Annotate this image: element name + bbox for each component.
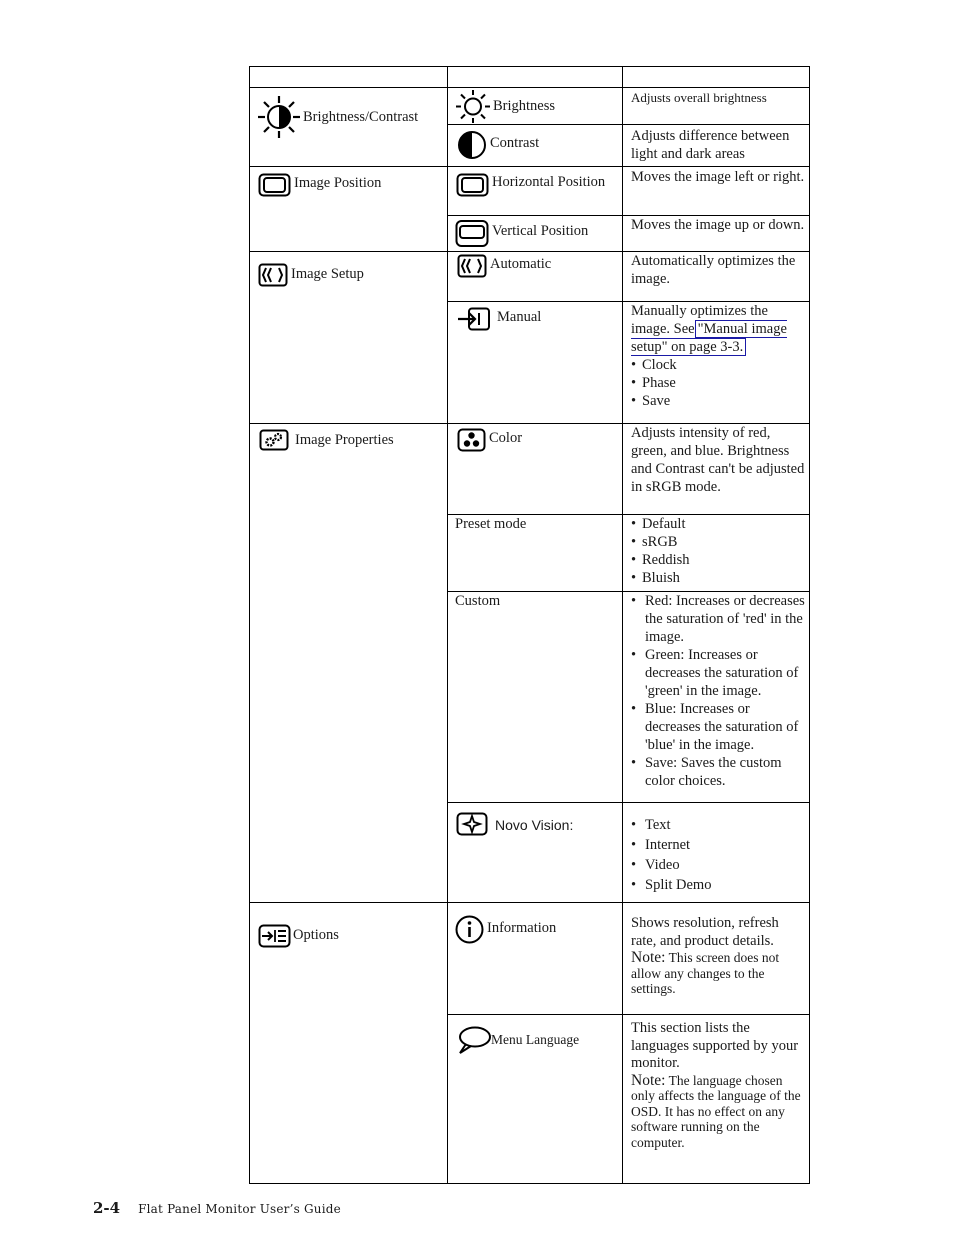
description-cell <box>623 592 810 803</box>
description-text: Automatically optimizes the image. <box>631 253 796 287</box>
sun-half-icon <box>258 95 300 139</box>
monitor-frame-icon <box>456 173 489 197</box>
table-row <box>250 252 810 302</box>
sub-control-cell <box>448 302 623 424</box>
custom-color-list <box>631 592 805 790</box>
note-label: Note: <box>631 949 666 966</box>
list-item: • Bluish <box>631 569 805 587</box>
main-control-cell <box>250 88 448 167</box>
sub-control-label: Automatic <box>490 256 552 272</box>
main-control-label: Options <box>293 927 339 943</box>
main-control-label: Brightness/Contrast <box>303 109 419 125</box>
sub-control-label: Custom <box>455 593 501 609</box>
sub-control-label: Preset mode <box>455 516 527 532</box>
page-number: 2-4 <box>93 1199 121 1217</box>
description-cell <box>623 803 810 903</box>
description-cell <box>623 302 810 424</box>
description-cell <box>623 216 810 252</box>
list-item: • Text <box>631 815 805 835</box>
sub-control-cell <box>448 167 623 216</box>
list-item: • Reddish <box>631 551 805 569</box>
sub-control-label: Color <box>489 430 523 446</box>
header-cell <box>448 67 623 88</box>
description-cell <box>623 125 810 167</box>
monitor-frame-icon <box>258 173 291 197</box>
three-dots-icon <box>457 428 486 452</box>
sparkle-screen-icon <box>456 812 488 836</box>
sub-control-cell <box>448 125 623 167</box>
note-label: Note: <box>631 1071 666 1089</box>
list-item: • Video <box>631 855 805 875</box>
description-text: Adjusts overall brightness <box>631 90 767 105</box>
list-item: • Clock <box>631 356 805 374</box>
description-cell <box>623 424 810 515</box>
sun-icon <box>456 89 490 124</box>
header-cell <box>250 67 448 88</box>
preset-mode-list <box>631 515 805 587</box>
half-circle-icon <box>457 130 487 160</box>
table-header-row <box>250 67 810 88</box>
table-row <box>250 88 810 125</box>
list-item: • Internet <box>631 835 805 855</box>
sub-control-cell <box>448 803 623 903</box>
main-control-cell <box>250 167 448 252</box>
main-control-label: Image Position <box>294 175 382 191</box>
description-cell <box>623 1015 810 1184</box>
sub-control-label: Contrast <box>490 135 540 151</box>
list-item: • Red: Increases or decreases the saturation of 'red' in the image. <box>631 592 805 646</box>
list-item: • Save: Saves the custom color choices. <box>631 754 805 790</box>
table-row <box>250 424 810 515</box>
list-item: • Blue: Increases or decreases the saturation of 'blue' in the image. <box>631 700 805 754</box>
sub-control-cell <box>448 424 623 515</box>
list-item: • Phase <box>631 374 805 392</box>
description-text: Manually optimizes the image. See <box>631 303 768 337</box>
sub-control-label: Novo Vision: <box>495 817 574 833</box>
description-text: Adjusts intensity of red, green, and blue. Brightness and Contrast can't be adjusted in sRGB mode. <box>631 425 805 495</box>
note-text: The language chosen only affects the language of the OSD. It has no effect on any software running on the computer. <box>631 1072 801 1150</box>
speech-bubble-icon <box>457 1026 491 1054</box>
description-cell <box>623 252 810 302</box>
list-item: • sRGB <box>631 533 805 551</box>
table-row <box>250 167 810 216</box>
info-circle-icon <box>455 915 484 944</box>
sub-control-label: Information <box>487 920 557 936</box>
sub-control-label: Horizontal Position <box>492 174 606 190</box>
sub-control-label: Menu Language <box>491 1032 580 1047</box>
list-item: • Save <box>631 392 805 410</box>
list-item: • Default <box>631 515 805 533</box>
list-arrow-icon <box>258 924 291 948</box>
description-cell <box>623 903 810 1015</box>
sub-control-label: Vertical Position <box>492 223 589 239</box>
osd-controls-table <box>249 66 810 1184</box>
table-row <box>250 903 810 1015</box>
main-control-label: Image Properties <box>295 432 394 448</box>
description-cell <box>623 515 810 592</box>
description-cell <box>623 88 810 125</box>
monitor-arrows-icon <box>457 254 487 278</box>
arrow-in-box-icon <box>457 307 491 331</box>
main-control-cell <box>250 252 448 424</box>
description-text: This section lists the languages supported by your monitor. <box>631 1020 799 1071</box>
monitor-frame-icon <box>455 219 489 248</box>
description-text: Adjusts difference between light and dark areas <box>631 128 790 162</box>
sub-control-cell <box>448 515 623 592</box>
sub-control-cell <box>448 903 623 1015</box>
manual-setup-link[interactable]: "Manual image setup" on page 3-3. <box>631 321 787 355</box>
main-control-label: Image Setup <box>291 266 364 282</box>
novo-vision-list <box>631 815 805 895</box>
sub-control-cell <box>448 1015 623 1184</box>
sub-control-cell <box>448 252 623 302</box>
monitor-arrows-icon <box>258 263 288 287</box>
sub-control-label: Manual <box>497 309 542 325</box>
page-footer <box>93 1198 341 1217</box>
sub-control-cell <box>448 88 623 125</box>
sub-control-cell <box>448 592 623 803</box>
main-control-cell <box>250 903 448 1184</box>
description-text: Moves the image up or down. <box>631 217 805 233</box>
note-text: This screen does not allow any changes to the settings. <box>631 950 780 996</box>
list-item: • Split Demo <box>631 875 805 895</box>
sub-control-cell <box>448 216 623 252</box>
description-text: Moves the image left or right. <box>631 169 805 185</box>
description-cell <box>623 167 810 216</box>
main-control-cell <box>250 424 448 903</box>
list-item: • Green: Increases or decreases the saturation of 'green' in the image. <box>631 646 805 700</box>
gears-icon <box>259 429 289 451</box>
document-title: Flat Panel Monitor User’s Guide <box>138 1202 341 1216</box>
header-cell <box>623 67 810 88</box>
manual-options-list <box>631 356 805 410</box>
sub-control-label: Brightness <box>493 98 556 114</box>
description-text: Shows resolution, refresh rate, and product details. <box>631 915 779 949</box>
